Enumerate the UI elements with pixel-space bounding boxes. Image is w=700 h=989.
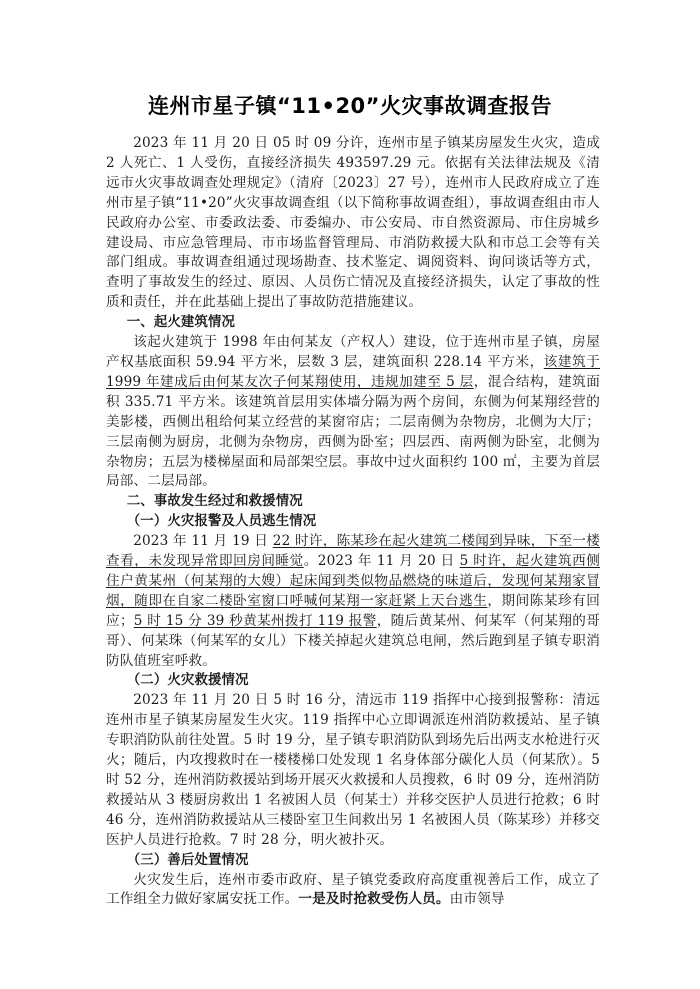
alarm-underlined-2: 5 时许，起火建筑西侧住户黄某州（何某翔的大嫂）起床闻到类似物品燃烧的味道后，发现何某翔家冒烟，随即在自家二楼卧室窗口呼喊何某翔一家赶紧上天台逃生: [106, 553, 600, 609]
alarm-paragraph: [106, 532, 600, 671]
building-text-a: 该起火建筑于 1998 年由何某友（产权人）建设，位于连州市星子镇，房屋产权基底面积 59.94 平方米，层数 3 层，建筑面积 228.14 平方米，: [106, 334, 600, 370]
intro-paragraph: 2023 年 11 月 20 日 05 时 09 分许，连州市星子镇某房屋发生火灾，造成 2 人死亡、1 人受伤，直接经济损失 493597.29 元。依据有关法律法规及《清远市火灾事故调查处理规定》（清府〔2023〕27 号），连州市人民政府成立了连州市星子镇“11•20”火灾事故调查组（以下简称事故调查组），事故调查组由市人民政府办公室、市委政法委、市委编办、市公安局、市自然资源局、市住房城乡建设局、市应急管理局、市市场监督管理局、市消防救援大队和市总工会等有关部门组成。事故调查组通过现场勘查、技术鉴定、调阅资料、询问谈话等方式，查明了事故发生的经过、原因、人员伤亡情况及直接经济损失，认定了事故的性质和责任，并在此基础上提出了事故防范措施建议。: [106, 135, 600, 311]
subsection-heading-alarm: （一）火灾报警及人员逃生情况: [126, 514, 317, 530]
aftermath-text-2: 由市领导: [449, 891, 505, 908]
aftermath-bold-text: 一是及时抢救受伤人员。: [298, 891, 450, 908]
alarm-underlined-1: 22 时许，陈某珍在起火建筑二楼闻到异味，下至一楼查看，未发现异常即回房间睡觉: [106, 533, 600, 570]
report-body: [106, 134, 600, 910]
alarm-text-2: 。2023 年 11 月 20 日: [303, 553, 460, 570]
report-title: 连州市星子镇“11•20”火灾事故调查报告: [148, 94, 552, 118]
section-heading-building: 一、起火建筑情况: [126, 315, 236, 331]
alarm-underlined-3: 5 时 15 分 39 秒黄某州拨打 119 报警: [133, 612, 377, 629]
section-heading-incident: 二、事故发生经过和救援情况: [126, 494, 303, 510]
building-underlined-text: 该建筑于 1999 年建成后由何某友次子何某翔使用，违规加建至 5 层: [106, 353, 600, 390]
rescue-paragraph: 2023 年 11 月 20 日 5 时 16 分，清远市 119 指挥中心接到报警称：清远连州市星子镇某房屋发生火灾。119 指挥中心立即调派连州消防救援站、星子镇专职消防队前往处置。5 时 19 分，星子镇专职消防队到场先后出两支水枪进行灭火；随后，内攻搜救时在一楼楼梯口处发现 1 名身体部分碳化人员（何某欣）。5 时 52 分，连州消防救援站到场开展灭火救援和人员搜救，6 时 09 分，连州消防救援站从 3 楼厨房救出 1 名被困人员（何某士）并移交医护人员进行抢救；6 时 46 分，连州消防救援站从三楼卧室卫生间救出另 1 名被困人员（陈某珍）并移交医护人员进行抢救。7 时 28 分，明火被扑灭。: [106, 692, 600, 848]
aftermath-paragraph: [106, 871, 600, 911]
alarm-text-4: ，随后黄某州、何某军（何某翔的哥哥）、何某珠（何某军的女儿）下楼关掉起火建筑总电闸，然后跑到星子镇专职消防队值班室呼救。: [106, 612, 600, 669]
alarm-text-1: 2023 年 11 月 19 日: [133, 533, 273, 550]
building-text-b: ，混合结构，建筑面积 335.71 平方米。该建筑首层用实体墙分隔为两个房间，东侧为何某翔经营的美影楼，西侧出租给何某立经营的某窗帘店；二层南侧为杂物房，北侧为大厅；三层南侧为厨房，北侧为杂物房，西侧为卧室；四层西、南两侧为卧室，北侧为杂物房；五层为楼梯屋面和局部架空层。事故中过火面积约 100 ㎡，主要为首层局部、二层局部。: [106, 373, 600, 490]
alarm-text-3: ，期间陈某珍有回应；: [106, 592, 600, 629]
subsection-heading-aftermath: （三）善后处置情况: [126, 852, 249, 868]
building-paragraph: [106, 333, 600, 492]
aftermath-text-1: 火灾发生后，连州市委市政府、星子镇党委政府高度重视善后工作，成立了工作组全力做好家属安抚工作。: [106, 871, 600, 908]
subsection-heading-rescue: （二）火灾救援情况: [126, 673, 249, 689]
